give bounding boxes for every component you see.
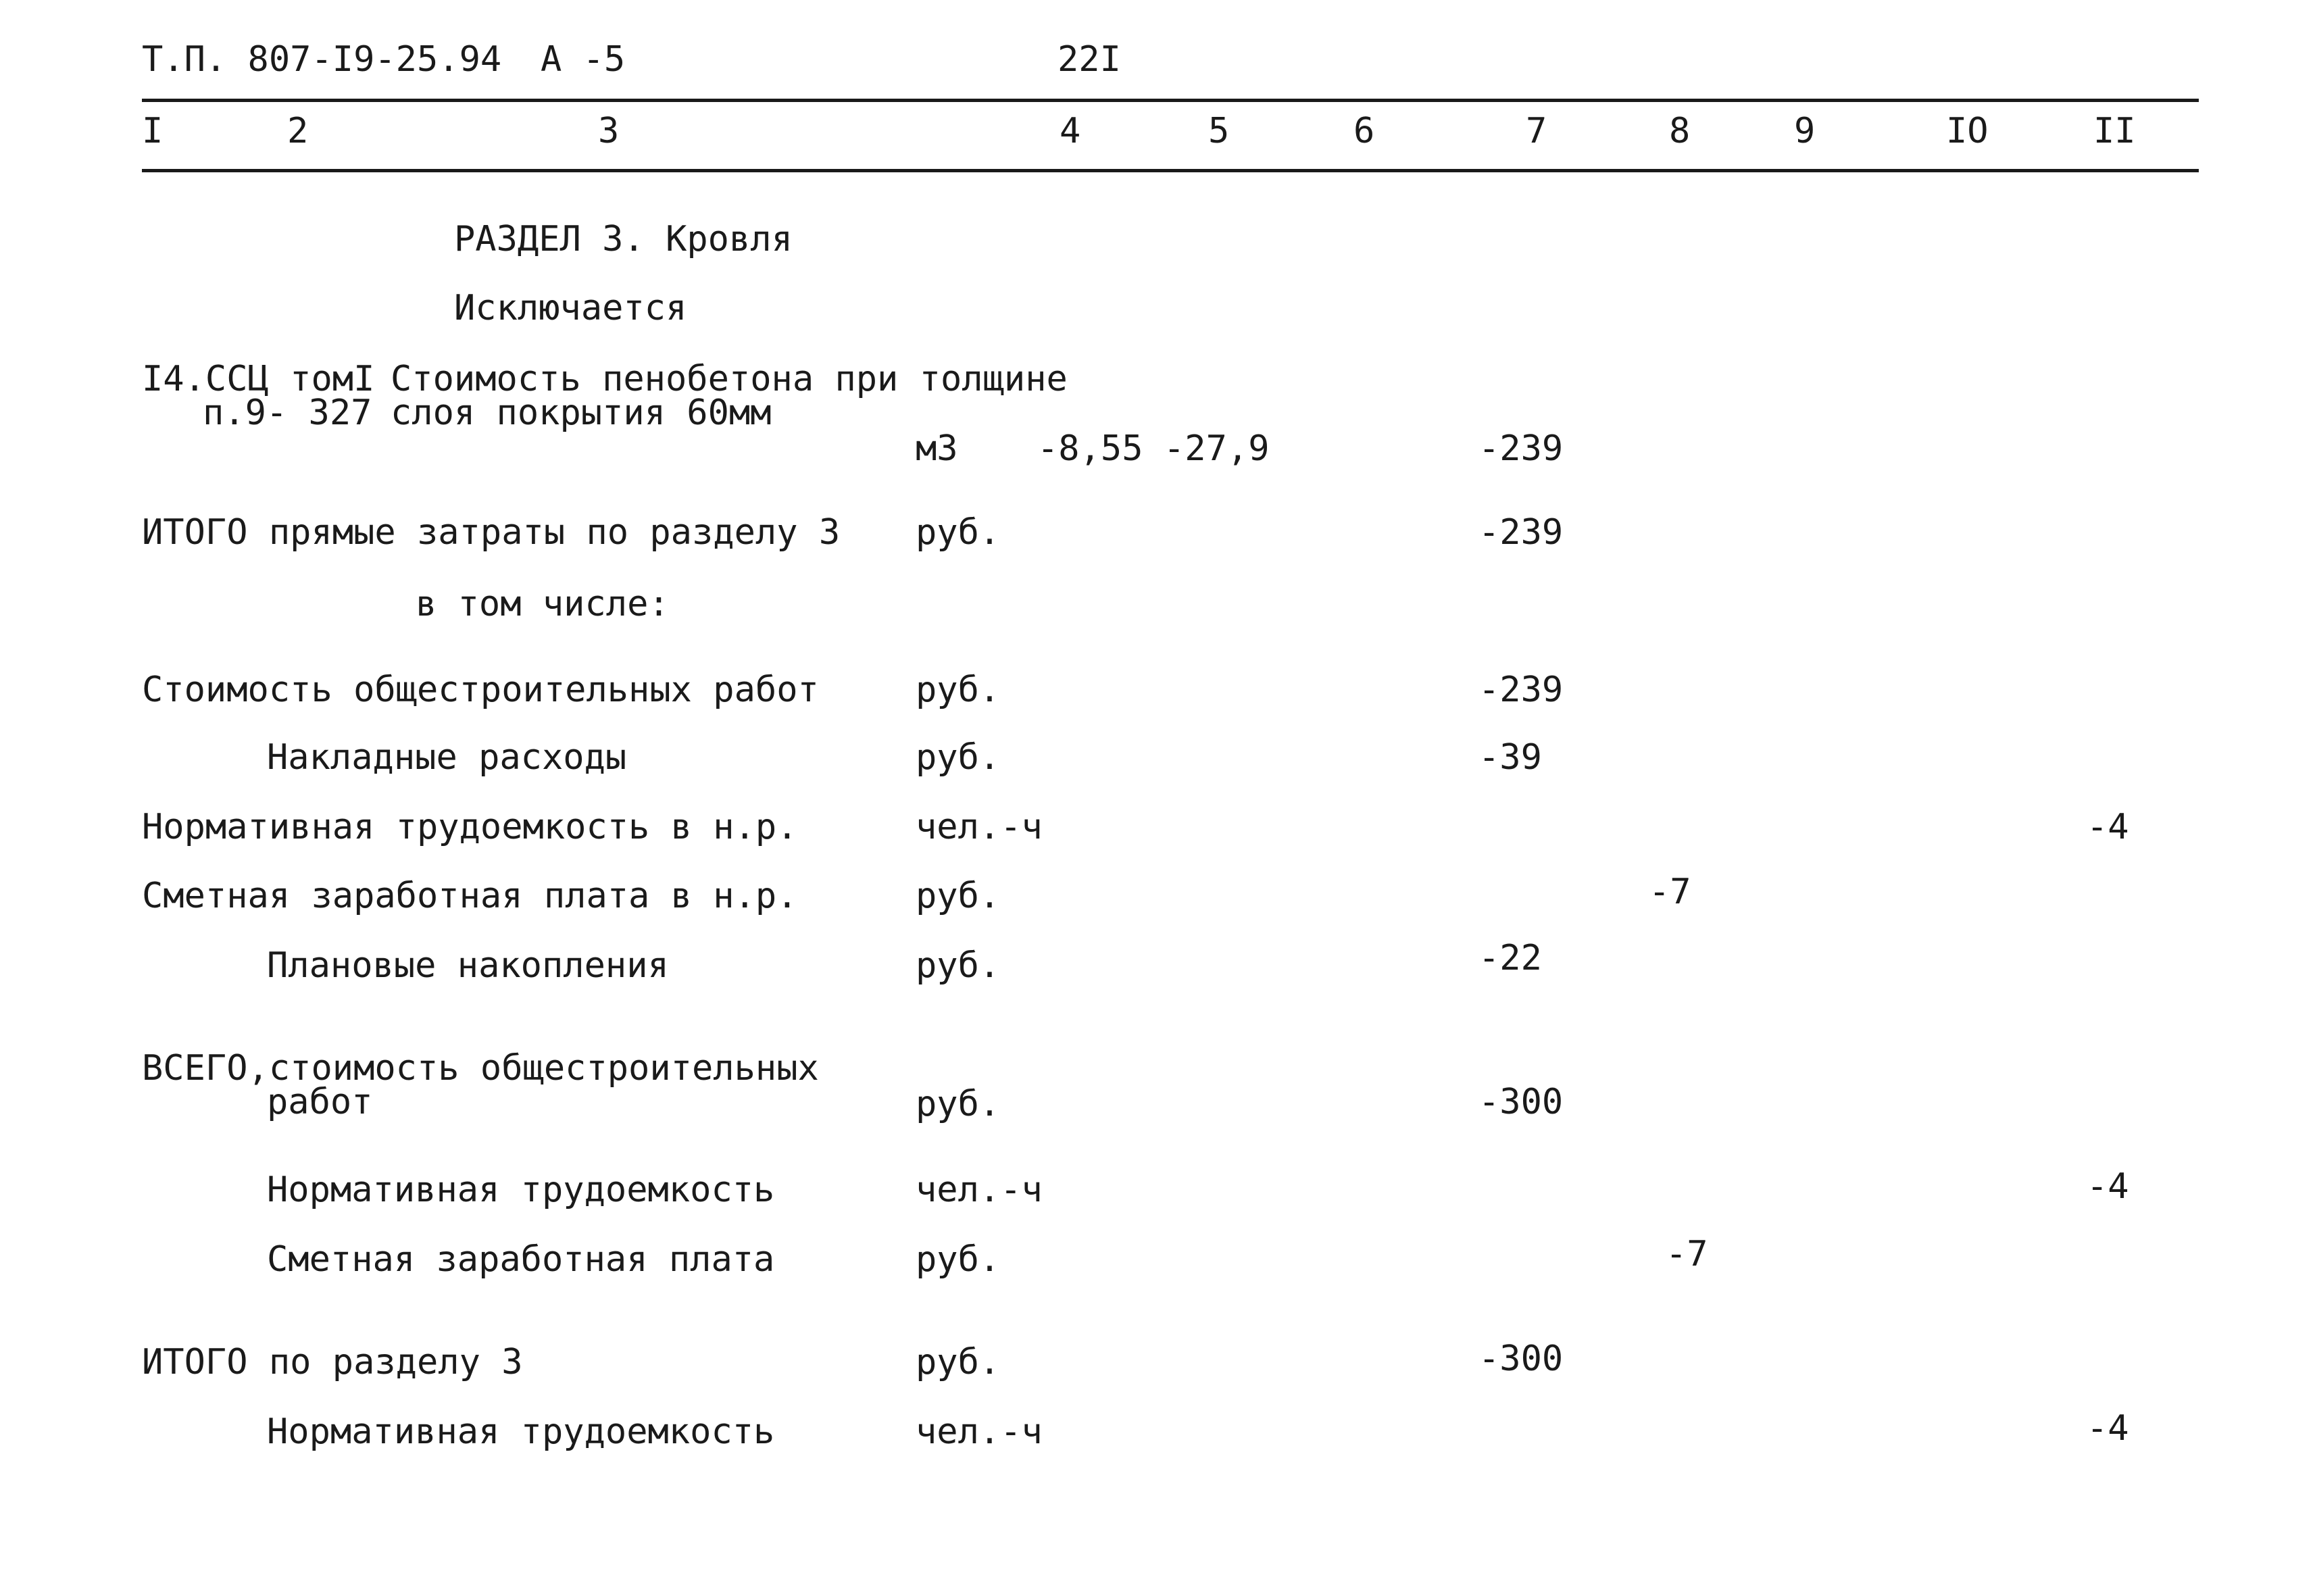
col-num-8: 8 [1669, 111, 1691, 151]
total-general-unit: руб. [916, 1084, 1001, 1124]
item-description-line1: Стоимость пенобетона при толщине [391, 359, 1068, 399]
header-rule-top [142, 99, 2199, 102]
col-num-1: I [142, 111, 164, 151]
col-num-11: II [2093, 111, 2136, 151]
total-labor-label: Нормативная трудоемкость [267, 1170, 775, 1210]
item-total: -239 [1478, 428, 1564, 469]
general-works-label: Стоимость общестроительных работ [142, 670, 819, 710]
header-rule-bottom [142, 169, 2199, 172]
wage-overhead-value: -7 [1649, 872, 1691, 912]
col-num-7: 7 [1526, 111, 1547, 151]
album-number: А -5 [541, 39, 626, 80]
page-number: 22I [1057, 39, 1121, 80]
doc-code: Т.П. 807-I9-25.94 [142, 39, 502, 80]
col-num-6: 6 [1353, 111, 1375, 151]
general-works-unit: руб. [916, 670, 1001, 710]
direct-costs-unit: руб. [916, 512, 1001, 553]
total-general-label-line1: ВСЕГО,стоимость общестроительных [142, 1048, 819, 1089]
overhead-label: Накладные расходы [267, 737, 627, 778]
section-labor-unit: чел.-ч [916, 1412, 1043, 1452]
labor-overhead-unit: чел.-ч [916, 807, 1043, 847]
direct-costs-label: ИТОГО прямые затраты по разделу 3 [142, 512, 841, 553]
col-num-4: 4 [1060, 111, 1081, 151]
item-quantity: -8,55 [1037, 428, 1143, 469]
col-num-9: 9 [1794, 111, 1816, 151]
total-labor-unit: чел.-ч [916, 1170, 1043, 1210]
section-title: РАЗДЕЛ 3. Кровля [454, 219, 793, 259]
section-labor-label: Нормативная трудоемкость [267, 1412, 775, 1452]
section-total-value: -300 [1478, 1339, 1564, 1379]
planned-savings-value: -22 [1478, 938, 1542, 978]
total-general-value: -300 [1478, 1082, 1564, 1122]
col-num-3: 3 [598, 111, 620, 151]
total-wage-value: -7 [1666, 1234, 1708, 1274]
col-num-5: 5 [1208, 111, 1230, 151]
general-works-value: -239 [1478, 670, 1564, 710]
section-total-label: ИТОГО по разделу 3 [142, 1342, 523, 1382]
total-wage-label: Сметная заработная плата [267, 1239, 775, 1280]
including-label: в том числе: [416, 584, 670, 624]
item-code-line1: I4.ССЦ томI [142, 359, 375, 399]
total-labor-value: -4 [2087, 1166, 2129, 1207]
section-excluded: Исключается [454, 288, 687, 328]
total-general-label-line2: работ [267, 1082, 373, 1122]
col-num-2: 2 [287, 111, 309, 151]
labor-overhead-value: -4 [2087, 807, 2129, 847]
total-wage-unit: руб. [916, 1239, 1001, 1280]
wage-overhead-label: Сметная заработная плата в н.р. [142, 876, 798, 916]
col-num-10: IO [1946, 111, 1989, 151]
planned-savings-label: Плановые накопления [267, 945, 669, 986]
section-total-unit: руб. [916, 1342, 1001, 1382]
planned-savings-unit: руб. [916, 945, 1001, 986]
overhead-value: -39 [1478, 737, 1542, 778]
item-unit-price: -27,9 [1164, 428, 1270, 469]
section-labor-value: -4 [2087, 1408, 2129, 1449]
labor-overhead-label: Нормативная трудоемкость в н.р. [142, 807, 798, 847]
item-code-line2: п.9- 327 [203, 393, 372, 433]
item-description-line2: слоя покрытия 60мм [391, 393, 772, 433]
direct-costs-value: -239 [1478, 512, 1564, 553]
item-unit: м3 [916, 428, 958, 469]
overhead-unit: руб. [916, 737, 1001, 778]
wage-overhead-unit: руб. [916, 876, 1001, 916]
